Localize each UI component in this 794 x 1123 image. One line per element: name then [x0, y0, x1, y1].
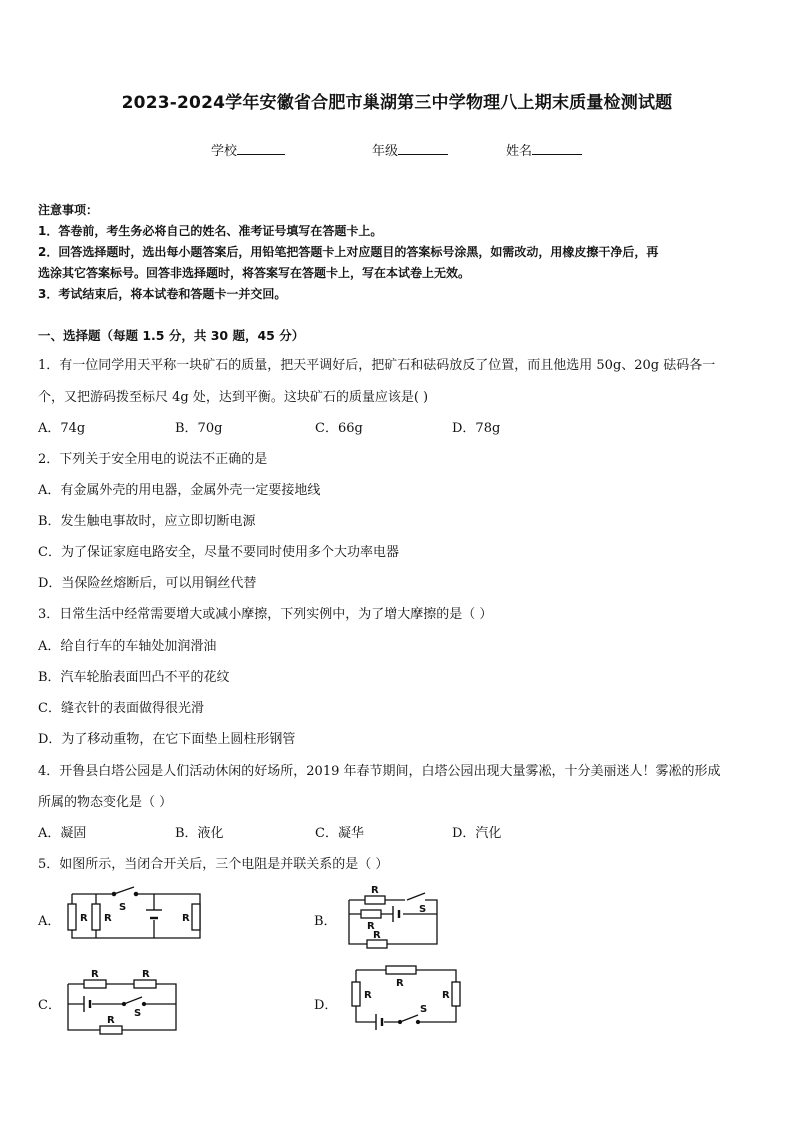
section-title: 一、选择题（每题 1.5 分，共 30 题，45 分）	[38, 328, 305, 343]
resistor-label: R	[373, 930, 381, 941]
switch-label: S	[420, 1004, 428, 1015]
resistor-label: R	[442, 990, 450, 1001]
option-b[interactable]: B．汽车轮胎表面凹凸不平的花纹	[38, 670, 230, 685]
option-a[interactable]: A．74g	[38, 421, 86, 436]
question-1-line-2: 个，又把游码拨至标尺 4g 处，达到平衡。这块矿石的质量应该是( )	[38, 390, 429, 405]
note-item: 选涂其它答案标号。回答非选择题时，将答案写在答题卡上，写在本试卷上无效。	[38, 266, 471, 280]
question-4-line-1: 4．开鲁县白塔公园是人们活动休闲的好场所，2019 年春节期间，白塔公园出现大量雾凇，十分美丽迷人！雾凇的形成	[38, 764, 721, 779]
circuit-diagram-a	[64, 884, 206, 948]
question-4-line-2: 所属的物态变化是（ ）	[38, 795, 173, 810]
option-a[interactable]: A．有金属外壳的用电器，金属外壳一定要接地线	[38, 483, 321, 498]
grade-label: 年级	[372, 144, 399, 159]
option-d[interactable]: D．当保险丝熔断后，可以用铜丝代替	[38, 576, 257, 591]
switch-label: S	[134, 1008, 142, 1019]
note-item: 1．答卷前，考生务必将自己的姓名、准考证号填写在答题卡上。	[38, 224, 383, 238]
question-3-stem: 3．日常生活中经常需要增大或减小摩擦，下列实例中，为了增大摩擦的是（ ）	[38, 607, 493, 622]
resistor-label: R	[182, 913, 190, 924]
notes-heading: 注意事项：	[38, 203, 99, 217]
option-c[interactable]: C．	[38, 998, 61, 1013]
page-title: 2023-2024学年安徽省合肥市巢湖第三中学物理八上期末质量检测试题	[121, 93, 673, 113]
option-a[interactable]: A．给自行车的车轴处加润滑油	[38, 639, 217, 654]
resistor-label: R	[396, 978, 404, 989]
question-1-line-1: 1．有一位同学用天平称一块矿石的质量，把天平调好后，把矿石和砝码放反了位置，而且他选用 50g、20g 砝码各一	[38, 358, 716, 373]
question-5-stem: 5．如图所示，当闭合开关后，三个电阻是并联关系的是（ ）	[38, 857, 389, 872]
resistor-label: R	[364, 990, 372, 1001]
option-a[interactable]: A．	[38, 914, 61, 929]
option-d[interactable]: D．78g	[452, 421, 501, 436]
resistor-label: R	[367, 921, 375, 932]
option-a[interactable]: A．凝固	[38, 826, 87, 841]
circuit-diagram-b	[345, 884, 445, 950]
name-label: 姓名	[506, 144, 533, 159]
option-d[interactable]: D．	[314, 998, 338, 1013]
school-blank[interactable]	[237, 142, 285, 155]
option-c[interactable]: C．缝衣针的表面做得很光滑	[38, 701, 204, 716]
school-label: 学校	[211, 144, 238, 159]
circuit-diagram-d	[348, 964, 464, 1030]
resistor-label: R	[107, 1015, 115, 1026]
name-field[interactable]	[506, 140, 582, 159]
circuit-diagram-c	[64, 968, 182, 1038]
grade-field[interactable]	[372, 140, 448, 159]
notes-section	[38, 200, 758, 305]
switch-label: S	[119, 902, 127, 913]
option-c[interactable]: C．为了保证家庭电路安全，尽量不要同时使用多个大功率电器	[38, 545, 399, 560]
option-c[interactable]: C．66g	[315, 421, 363, 436]
option-b[interactable]: B．	[314, 914, 337, 929]
resistor-label: R	[142, 969, 150, 980]
resistor-label: R	[91, 969, 99, 980]
option-c[interactable]: C．凝华	[315, 826, 364, 841]
note-item: 3．考试结束后，将本试卷和答题卡一并交回。	[38, 287, 287, 301]
note-item: 2．回答选择题时，选出每小题答案后，用铅笔把答题卡上对应题目的答案标号涂黑，如需改动，用橡皮擦干净后，再	[38, 245, 659, 259]
question-2-stem: 2．下列关于安全用电的说法不正确的是	[38, 452, 268, 467]
name-blank[interactable]	[532, 142, 582, 155]
switch-label: S	[419, 904, 427, 915]
option-d[interactable]: D．汽化	[452, 826, 502, 841]
option-b[interactable]: B．发生触电事故时，应立即切断电源	[38, 514, 256, 529]
option-d[interactable]: D．为了移动重物，在它下面垫上圆柱形钢管	[38, 732, 296, 747]
resistor-label: R	[80, 913, 88, 924]
option-b[interactable]: B．液化	[175, 826, 224, 841]
school-field[interactable]	[211, 140, 285, 159]
grade-blank[interactable]	[398, 142, 448, 155]
option-b[interactable]: B．70g	[175, 421, 223, 436]
resistor-label: R	[104, 913, 112, 924]
resistor-label: R	[371, 885, 379, 896]
